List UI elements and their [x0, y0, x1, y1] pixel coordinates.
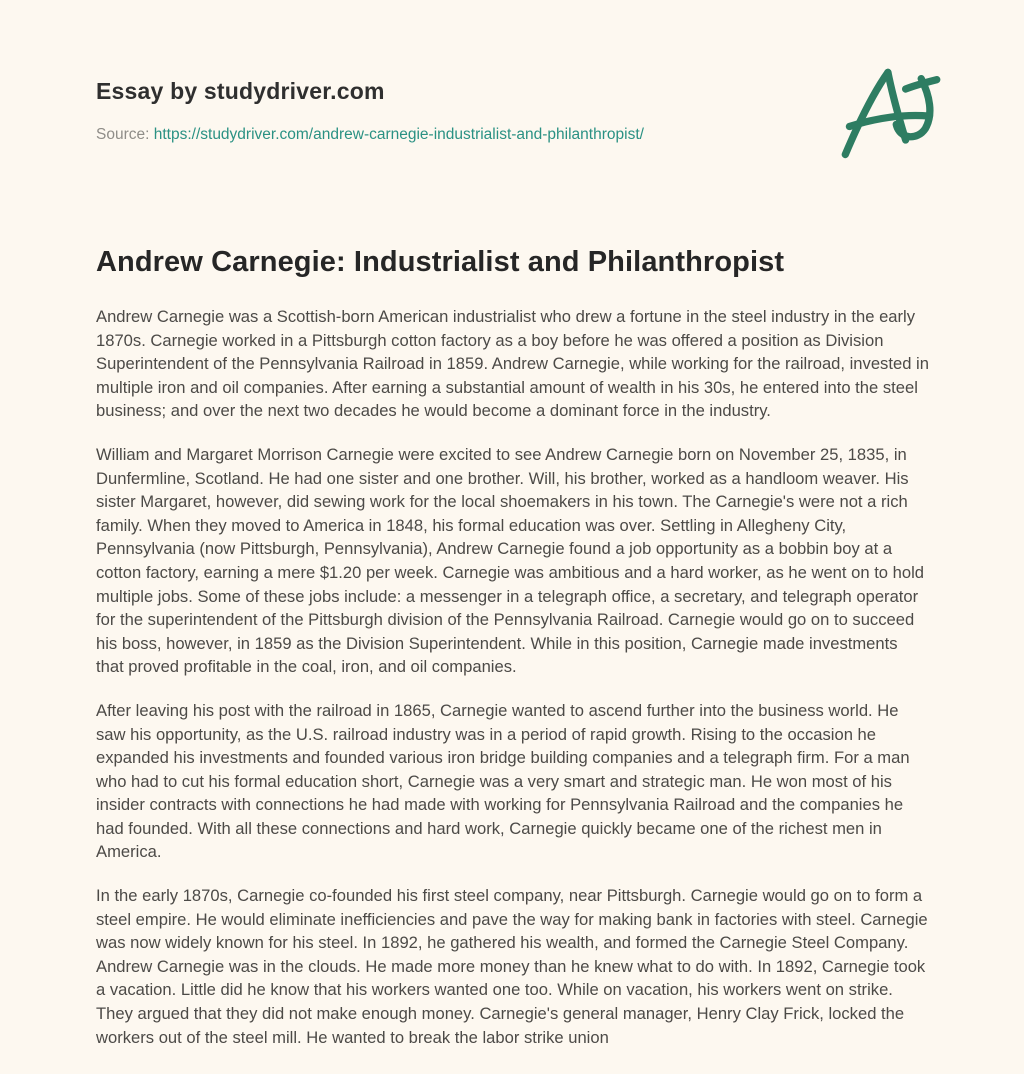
paragraph-4: In the early 1870s, Carnegie co-founded his first steel company, near Pittsburgh. Carnegie would go on to form a steel empire. He would eliminate inefficiencies and pave the way for making bank in factories with steel. Carnegie was now widely known for his steel. In 1892, he gathered his wealth, and formed the Carnegie Steel Company. Andrew Carnegie was in the clouds. He made more money than he knew what to do with. In 1892, Carnegie took a vacation. Little did he know that his workers wanted one too. While on vacation, his workers went on strike. They argued that they did not make enough money. Carnegie's general manager, Henry Clay Frick, locked the workers out of the steel mill. He wanted to break the labor strike union: [96, 886, 928, 1047]
paragraph-2: William and Margaret Morrison Carnegie were excited to see Andrew Carnegie born on November 25, 1835, in Dunfermline, Scotland. He had one sister and one brother. Will, his brother, worked as a handloom weaver. His sister Margaret, however, did sewing work for the local shoemakers in his town. The Carnegie's were not a rich family. When they moved to America in 1848, his formal education was over. Settling in Allegheny City, Pennsylvania (now Pittsburgh, Pennsylvania), Andrew Carnegie found a job opportunity as a bobbin boy at a cotton factory, earning a mere $1.20 per week. Carnegie was ambitious and a hard worker, as he went on to hold multiple jobs. Some of these jobs include: a messenger in a telegraph office, a secretary, and telegraph operator for the superintendent of the Pittsburgh division of the Pennsylvania Railroad. Carnegie would go on to succeed his boss, however, in 1859 as the Division Superintendent. While in this position, Carnegie made investments that proved profitable in the coal, iron, and oil companies.: [96, 444, 925, 677]
paragraph-1: Andrew Carnegie was a Scottish-born American industrialist who drew a fortune in the steel industry in the early 1870s. Carnegie worked in a Pittsburgh cotton factory as a boy before he was offered a position as Division Superintendent of the Pennsylvania Railroad in 1859. Andrew Carnegie, while working for the railroad, invested in multiple iron and oil companies. After earning a substantial amount of wealth in his 30s, he entered into the steel business; and over the next two decades he would become a dominant force in the industry.: [96, 307, 929, 421]
page-header-title: Essay by studydriver.com: [96, 78, 385, 104]
studydriver-logo-icon: [838, 66, 942, 162]
article-body: [96, 305, 929, 1049]
paragraph-3: After leaving his post with the railroad in 1865, Carnegie wanted to ascend further into the business world. He saw his opportunity, as the U.S. railroad industry was in a period of rapid growth. Rising to the occasion he expanded his investments and founded various iron bridge building companies and a telegraph firm. For a man who had to cut his formal education short, Carnegie was a very smart and strategic man. He won most of his insider contracts with connections he had made with working for Pennsylvania Railroad and the companies he had founded. With all these connections and hard work, Carnegie quickly became one of the richest men in America.: [96, 700, 910, 862]
source-link[interactable]: https://studydriver.com/andrew-carnegie-industrialist-and-philanthropist/: [153, 126, 644, 143]
source-line: [96, 126, 928, 144]
article-title: Andrew Carnegie: Industrialist and Philanthropist: [96, 246, 785, 278]
source-label: Source:: [96, 126, 150, 143]
